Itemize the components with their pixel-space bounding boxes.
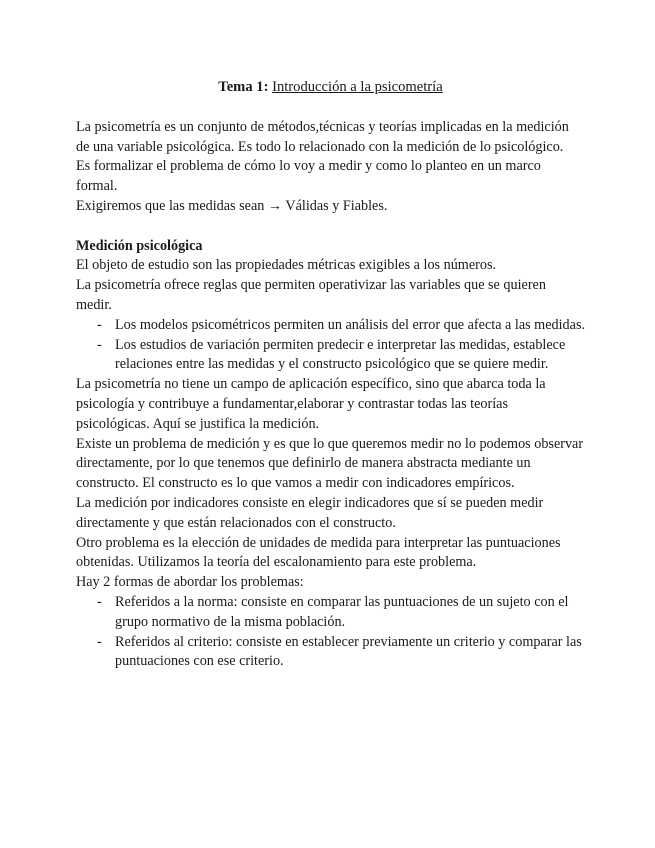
list-item-text: Referidos a la norma: consiste en comparar las puntuaciones de un sujeto con el grupo normativo de la misma población. bbox=[115, 593, 569, 630]
title-label: Tema 1: bbox=[218, 79, 269, 95]
section-paragraph-4: Existe un problema de medición y es que lo que queremos medir no lo podemos observar directamente, por lo que tenemos que definirlo de manera abstracta mediante un constructo. El constructo es lo que vamos a medir con indicadores empíricos. bbox=[76, 435, 584, 492]
intro-paragraph-1: La psicometría es un conjunto de métodos,técnicas y teorías implicadas en la medición de una variable psicológica. Es todo lo relacionado con la medición de lo psicológico. bbox=[76, 118, 569, 155]
list-item-text: Referidos al criterio: consiste en establecer previamente un criterio y comparar las puntuaciones con ese criterio. bbox=[115, 633, 582, 670]
title-text: Introducción a la psicometría bbox=[272, 79, 443, 95]
dash-marker: - bbox=[97, 316, 102, 333]
list-item bbox=[76, 593, 585, 633]
section-heading: Medición psicológica bbox=[76, 237, 203, 254]
dash-marker: - bbox=[97, 336, 102, 353]
intro-paragraph-3: Exigiremos que las medidas sean → Válidas y Fiables. bbox=[76, 197, 388, 214]
intro-paragraph-2: Es formalizar el problema de cómo lo voy a medir y como lo planteo en un marco formal. bbox=[76, 158, 541, 195]
bullet-list-2 bbox=[76, 593, 585, 672]
section-paragraph-6: Otro problema es la elección de unidades de medida para interpretar las puntuaciones obtenidas. Utilizamos la teoría del escalonamiento para este problema. bbox=[76, 534, 561, 571]
bullet-list-1 bbox=[76, 316, 585, 375]
list-item bbox=[76, 336, 585, 376]
spacer bbox=[76, 217, 585, 237]
list-item-text: Los estudios de variación permiten predecir e interpretar las medidas, establece relaciones entre las medidas y el constructo psicológico que se quiere medir. bbox=[115, 336, 566, 373]
page-title bbox=[76, 78, 585, 98]
list-item-text: Los modelos psicométricos permiten un análisis del error que afecta a las medidas. bbox=[115, 316, 586, 333]
section-paragraph-3: La psicometría no tiene un campo de aplicación específico, sino que abarca toda la psicología y contribuye a fundamentar,elaborar y contrastar todas las teorías psicológicas. Aquí se justifica la medición. bbox=[76, 376, 546, 432]
dash-marker: - bbox=[97, 633, 102, 650]
section-paragraph-2: La psicometría ofrece reglas que permiten operativizar las variables que se quieren medir. bbox=[76, 277, 546, 313]
section-paragraph-1: El objeto de estudio son las propiedades métricas exigibles a los números. bbox=[76, 257, 497, 274]
dash-marker: - bbox=[97, 593, 102, 610]
section-paragraph-5: La medición por indicadores consiste en elegir indicadores que sí se pueden medir directamente y que están relacionados con el constructo. bbox=[76, 494, 544, 531]
section-paragraph-7: Hay 2 formas de abordar los problemas: bbox=[76, 574, 304, 591]
list-item bbox=[76, 316, 585, 336]
list-item bbox=[76, 633, 585, 673]
